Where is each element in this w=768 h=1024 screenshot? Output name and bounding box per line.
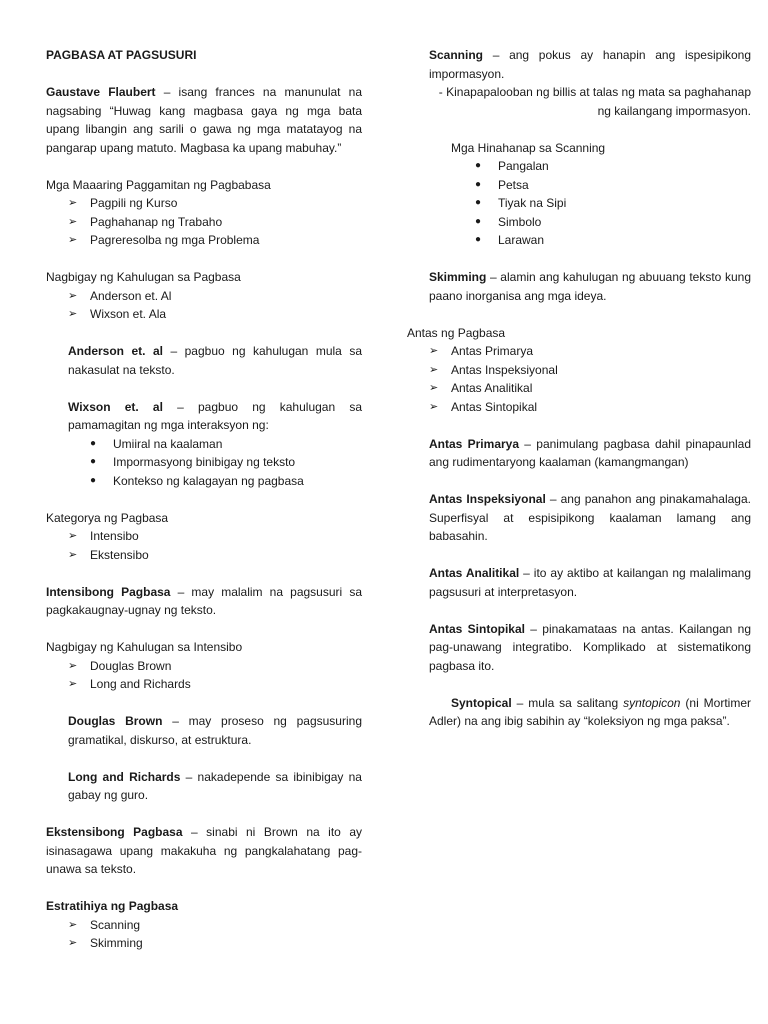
scanning-sub-paragraph: - Kinapapalooban ng billis at talas ng mata sa paghahanap ng kailangang impormasyon. — [438, 85, 751, 118]
list-item: ● Larawan — [431, 231, 751, 250]
dot-bullet-icon: ● — [90, 437, 97, 449]
list-item: ➢ Antas Sintopikal — [407, 398, 751, 417]
hinahanap-heading: Mga Hinahanap sa Scanning — [451, 140, 606, 155]
list-item: ➢ Pagpili ng Kurso — [46, 194, 362, 213]
arrow-bullet-icon: ➢ — [68, 530, 78, 542]
flaubert-paragraph: Gaustave Flaubert – isang frances na manunulat na nagsabing “Huwag kang magbasa gaya ng mga bata upang libangin ang sarili o gawa ng mga matatayog na pangarap upang matuto. Magbasa ka upang mabuhay.” — [46, 85, 363, 155]
wixson-paragraph: Wixson et. al – pagbuo ng kahulugan sa pamamagitan ng mga interaksyon ng: — [68, 399, 362, 432]
list-item: ➢ Antas Analitikal — [407, 379, 751, 398]
list-item: ➢ Antas Primarya — [407, 342, 751, 361]
kategorya-list — [46, 527, 362, 564]
intensibo-heading: Nagbigay ng Kahulugan sa Intensibo — [46, 640, 243, 654]
list-item: ➢ Skimming — [46, 934, 362, 953]
right-column — [407, 46, 751, 731]
paggamitan-list — [46, 194, 362, 250]
list-item: ➢ Douglas Brown — [46, 657, 362, 676]
arrow-bullet-icon: ➢ — [68, 308, 78, 320]
analitikal-paragraph: Antas Analitikal – ito ay aktibo at kailangan ng malalimang pagsusuri at interpretasyon. — [429, 566, 751, 599]
arrow-bullet-icon: ➢ — [429, 382, 439, 394]
list-item: ➢ Antas Inspeksiyonal — [407, 361, 751, 380]
arrow-bullet-icon: ➢ — [68, 197, 78, 209]
paggamitan-heading: Mga Maaaring Paggamitan ng Pagbabasa — [46, 177, 271, 192]
estratihiya-list — [46, 916, 362, 953]
list-item: ➢ Paghahanap ng Trabaho — [46, 213, 362, 232]
list-item: ➢ Pagreresolba ng mga Problema — [46, 231, 362, 250]
list-item: ● Kontekso ng kalagayan ng pagbasa — [46, 472, 362, 491]
dot-bullet-icon: ● — [475, 160, 482, 171]
scanning-paragraph: Scanning – ang pokus ay hanapin ang ispesipikong impormasyon. — [429, 48, 751, 81]
list-item: ● Pangalan — [431, 157, 751, 176]
arrow-bullet-icon: ➢ — [68, 918, 78, 931]
hinahanap-list — [407, 157, 751, 250]
brown-paragraph: Douglas Brown – may proseso ng pagsusuring gramatikal, diskurso, at estruktura. — [68, 714, 362, 747]
list-item: ➢ Wixson et. Ala — [46, 305, 362, 324]
dot-bullet-icon: ● — [475, 197, 482, 208]
intensibong-paragraph: Intensibong Pagbasa – may malalim na pagsusuri sa pagkakaugnay-ugnay ng teksto. — [46, 584, 362, 617]
antas-list — [407, 342, 751, 416]
list-item: ● Umiiral na kaalaman — [46, 435, 362, 454]
arrow-bullet-icon: ➢ — [429, 345, 439, 357]
list-item: ● Petsa — [431, 176, 751, 195]
skimming-paragraph: Skimming – alamin ang kahulugan ng abuuang teksto kung paano inorganisa ang mga ideya. — [429, 270, 751, 303]
arrow-bullet-icon: ➢ — [429, 400, 439, 413]
dot-bullet-icon: ● — [475, 178, 482, 190]
estratihiya-heading: Estratihiya ng Pagbasa — [46, 899, 179, 913]
arrow-bullet-icon: ➢ — [68, 937, 78, 949]
syntopical-paragraph: Syntopical – mula sa salitang syntopicon (ni Mortimer Adler) na ang ibig sabihin ay “koleksiyon ng mga paksa”. — [429, 695, 752, 728]
intensibo-list — [46, 657, 362, 694]
list-item: ● Tiyak na Sipi — [431, 194, 751, 213]
primarya-paragraph: Antas Primarya – panimulang pagbasa dahil pinapaunlad ang rudimentaryong kaalaman (kamangmangan) — [429, 436, 752, 469]
dot-bullet-icon: ● — [90, 456, 97, 467]
arrow-bullet-icon: ➢ — [68, 234, 78, 246]
list-item: ➢ Anderson et. Al — [46, 287, 362, 306]
anderson-paragraph: Anderson et. al – pagbuo ng kahulugan mula sa nakasulat na teksto. — [68, 344, 362, 377]
inspeksiyonal-paragraph: Antas Inspeksiyonal – ang panahon ang pinakamahalaga. Superfisyal at espisipikong kaalaman lamang ang babasahin. — [429, 492, 751, 543]
list-item: ➢ Ekstensibo — [46, 546, 362, 565]
arrow-bullet-icon: ➢ — [68, 289, 78, 302]
arrow-bullet-icon: ➢ — [68, 659, 78, 672]
document-title: PAGBASA AT PAGSUSURI — [46, 48, 197, 62]
wixson-list — [46, 435, 362, 491]
arrow-bullet-icon: ➢ — [68, 678, 78, 690]
list-item: ➢ Long and Richards — [46, 675, 362, 694]
dot-bullet-icon: ● — [475, 234, 482, 245]
ekstensibong-paragraph: Ekstensibong Pagbasa – sinabi ni Brown na ito ay isinasagawa upang makakuha ng pangkalahatang pag-unawa sa teksto. — [46, 825, 362, 876]
arrow-bullet-icon: ➢ — [68, 215, 78, 228]
arrow-bullet-icon: ➢ — [429, 363, 439, 376]
sintopikal-paragraph: Antas Sintopikal – pinakamataas na antas. Kailangan ng pag-unawang integratibo. Komplikado at sistematikong pagbasa ito. — [429, 621, 752, 673]
list-item: ➢ Scanning — [46, 916, 362, 935]
kahulugan-heading: Nagbigay ng Kahulugan sa Pagbasa — [46, 270, 241, 284]
antas-heading: Antas ng Pagbasa — [407, 325, 506, 340]
arrow-bullet-icon: ➢ — [68, 548, 78, 561]
kategorya-heading: Kategorya ng Pagbasa — [46, 510, 169, 525]
kahulugan-list — [46, 287, 362, 324]
list-item: ● Impormasyong binibigay ng teksto — [46, 453, 362, 472]
dot-bullet-icon: ● — [475, 215, 482, 227]
long-paragraph: Long and Richards – nakadepende sa ibinibigay na gabay ng guro. — [68, 769, 362, 802]
list-item: ● Simbolo — [431, 213, 751, 232]
dot-bullet-icon: ● — [90, 474, 97, 486]
list-item: ➢ Intensibo — [46, 527, 362, 546]
left-column — [46, 46, 362, 953]
